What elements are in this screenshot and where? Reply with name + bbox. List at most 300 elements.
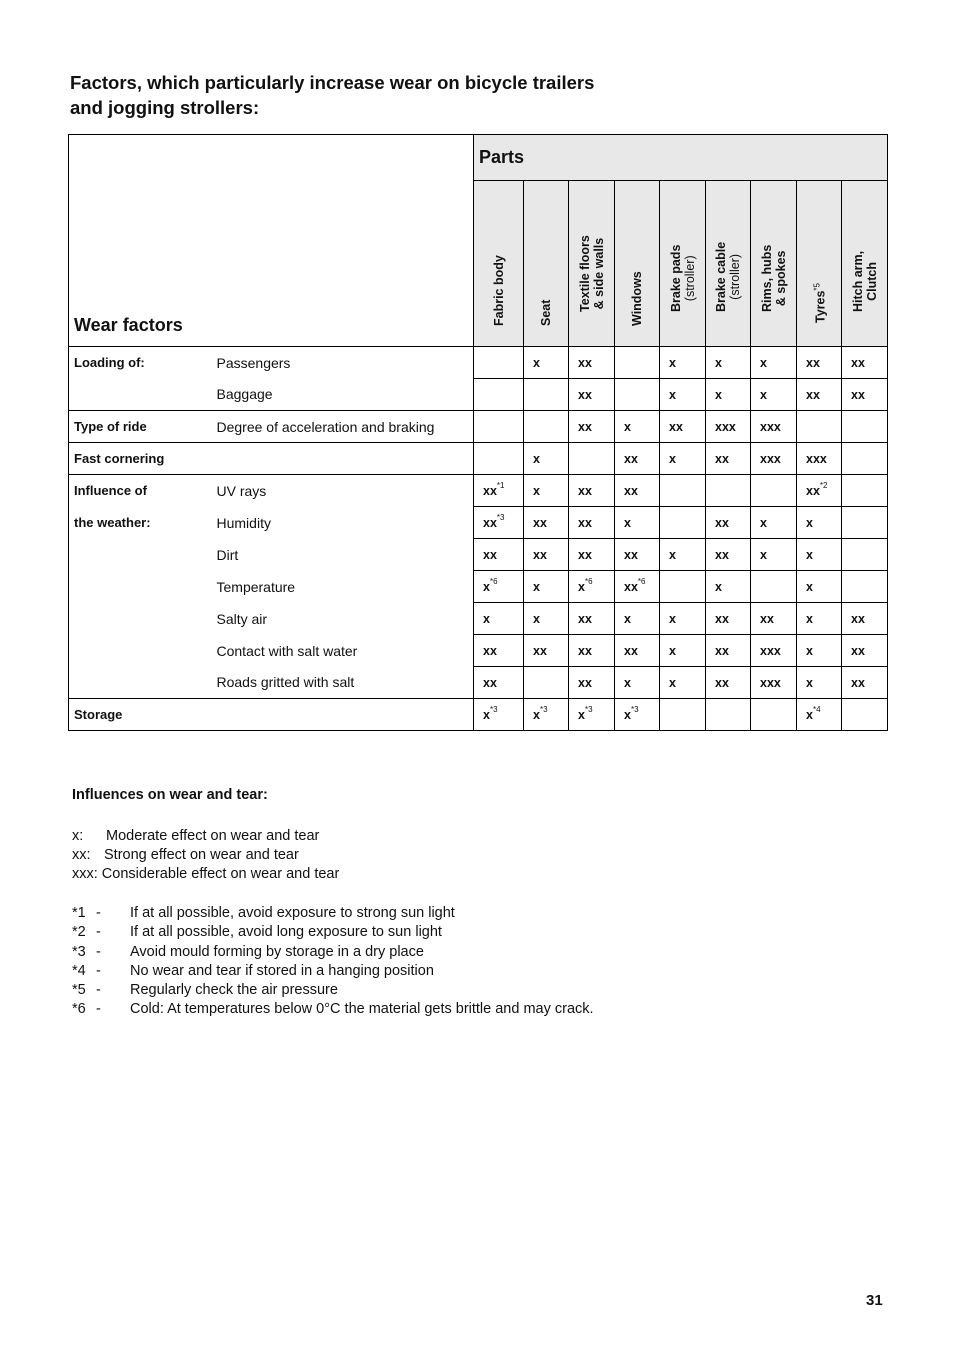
table-cell [569,347,615,379]
table-cell [842,411,888,443]
table-cell [706,603,751,635]
cell-value: xx [715,547,729,562]
cell-value: x [760,515,767,530]
table-cell [842,443,888,475]
cell-value: x [533,451,540,466]
row-category [69,379,217,411]
table-cell [660,699,706,731]
cell-value: xx [578,675,592,690]
wear-factors-header: Wear factors [69,135,474,347]
cell-value: x [483,708,490,723]
table-row [69,411,888,443]
cell-value: xx [578,355,592,370]
cell-value: x [669,451,676,466]
table-cell [524,539,569,571]
cell-value: xx [533,643,547,658]
cell-value: xxx [760,643,781,658]
cell-value: xxx [760,451,781,466]
row-factor: Dirt [217,539,474,571]
cell-value: x [806,643,813,658]
column-header-text: Hitch arm, [850,250,865,312]
cell-value: xx [715,451,729,466]
cell-footnote-ref: *6 [584,576,593,586]
cell-value: x [533,611,540,626]
legend-text: Moderate effect on wear and tear [106,828,320,844]
table-cell [797,635,842,667]
footnotes-list [72,904,594,1020]
footnote [72,904,594,923]
cell-value: xx [578,483,592,498]
column-header-text: Seat [539,299,553,326]
legend-item [72,827,339,846]
cell-value: xxx [715,419,736,434]
table-cell [842,507,888,539]
table-cell [797,699,842,731]
table-row [69,667,888,699]
table-cell [751,635,797,667]
table-cell [615,347,660,379]
table-row [69,603,888,635]
table-cell [474,603,524,635]
cell-value: xxx [760,419,781,434]
cell-footnote-ref: *4 [812,704,821,714]
table-cell [706,347,751,379]
table-cell [797,379,842,411]
footnote-text: Avoid mould forming by storage in a dry place [130,943,424,960]
table-cell [797,667,842,699]
cell-value: xx [578,643,592,658]
cell-value: x [483,580,490,595]
legend-key: xxx: [72,866,98,883]
table-cell [797,571,842,603]
legend-key: x: [72,828,84,844]
table-cell [660,571,706,603]
footnote-text: No wear and tear if stored in a hanging position [130,962,434,979]
table-cell [706,667,751,699]
table-cell [706,411,751,443]
table-cell [569,379,615,411]
table-cell [474,635,524,667]
table-cell [660,603,706,635]
cell-value: x [760,387,767,402]
table-cell [751,571,797,603]
table-cell [706,699,751,731]
column-header-subtext: (stroller) [682,255,697,302]
table-cell [474,571,524,603]
table-cell [660,667,706,699]
column-header-label [714,242,742,312]
cell-value: x [806,708,813,723]
table-cell [569,635,615,667]
cell-value: xx [533,515,547,530]
table-cell [474,379,524,411]
footnote-key: *4 [72,962,86,979]
table-cell [569,571,615,603]
footnote-dash: - [96,905,101,921]
legend-item [72,865,339,884]
table-cell [660,379,706,411]
footnote-key: *3 [72,943,86,960]
table-cell [660,635,706,667]
cell-value: x [669,675,676,690]
table-row [69,443,888,475]
row-factor: Contact with salt water [217,635,474,667]
column-header-text: Rims, hubs [759,244,774,312]
cell-value: x [483,611,490,626]
row-factor: Humidity [217,507,474,539]
cell-value: xx [483,516,497,531]
cell-value: x [715,579,722,594]
column-header-text: Windows [630,271,644,326]
table-cell [842,571,888,603]
row-factor: Passengers [217,347,474,379]
table-cell [524,635,569,667]
cell-value: x [669,643,676,658]
column-header-text-line-2: Clutch [864,261,879,301]
table-cell [706,539,751,571]
legend-title: Influences on wear and tear: [72,787,268,803]
legend-key: xx: [72,847,91,864]
cell-value: xx [533,547,547,562]
table-cell [842,667,888,699]
footnote-text: Regularly check the air pressure [130,982,338,999]
page-title-line-1: Factors, which particularly increase wear on bicycle trailers [70,72,595,93]
table-cell [751,443,797,475]
table-cell [797,507,842,539]
cell-footnote-ref: *1 [496,480,505,490]
table-cell [706,507,751,539]
column-header [474,181,524,347]
wear-factors-table [68,134,888,731]
table-cell [706,635,751,667]
legend-text: Strong effect on wear and tear [104,847,299,864]
row-category [69,603,217,635]
cell-footnote-ref: *3 [489,704,498,714]
table-cell [524,507,569,539]
table-cell [797,347,842,379]
table-cell [569,507,615,539]
cell-value: x [669,611,676,626]
cell-value: xx [483,484,497,499]
table-cell [842,635,888,667]
footnote [72,981,594,1000]
table-cell [524,667,569,699]
column-header [706,181,751,347]
row-category: Type of ride [69,411,217,443]
footnote-text: If at all possible, avoid long exposure to sun light [130,924,442,941]
cell-value: x [760,547,767,562]
cell-value: xx [578,419,592,434]
row-category: Loading of: [69,347,217,379]
table-cell [797,443,842,475]
cell-footnote-ref: *6 [489,576,498,586]
table-row [69,379,888,411]
footnote-dash: - [96,924,101,941]
table-cell [569,667,615,699]
footnote-dash: - [96,982,101,999]
column-header [797,181,842,347]
parts-header: Parts [474,135,888,181]
footnote [72,943,594,962]
column-header-label [578,235,606,312]
table-cell [474,539,524,571]
table-cell [615,379,660,411]
cell-value: xx [851,355,865,370]
table-cell [569,443,615,475]
cell-value: xx [715,643,729,658]
cell-value: xx [624,451,638,466]
row-factor [217,699,474,731]
table-cell [751,603,797,635]
table-row [69,347,888,379]
table-cell [615,539,660,571]
row-factor: Degree of acceleration and braking [217,411,474,443]
row-category [69,635,217,667]
row-factor [217,443,474,475]
table-cell [797,411,842,443]
column-header-text-line-2: & side walls [591,237,606,310]
table-cell [706,379,751,411]
table-cell [751,539,797,571]
table-cell [524,571,569,603]
row-factor: UV rays [217,475,474,507]
table-cell [524,699,569,731]
row-factor: Roads gritted with salt [217,667,474,699]
cell-value: xx [578,515,592,530]
table-cell [751,347,797,379]
column-header-label [492,255,506,326]
cell-value: x [533,355,540,370]
table-cell [569,539,615,571]
row-category: Fast cornering [69,443,217,475]
table-row [69,699,888,731]
cell-value: x [578,708,585,723]
cell-value: xxx [806,451,827,466]
row-factor: Salty air [217,603,474,635]
table-cell [615,699,660,731]
table-cell [842,699,888,731]
cell-footnote-ref: *3 [496,512,505,522]
table-cell [751,411,797,443]
table-cell [615,507,660,539]
legend-item [72,846,339,865]
table-cell [660,539,706,571]
column-header-label [760,245,788,312]
row-category: Influence of [69,475,217,507]
cell-value: x [806,611,813,626]
table-cell [615,443,660,475]
table-cell [524,475,569,507]
cell-value: xx [624,547,638,562]
table-cell [524,603,569,635]
cell-value: xx [715,611,729,626]
table-row [69,507,888,539]
footnote-key: *2 [72,924,86,941]
cell-value: xx [806,355,820,370]
cell-value: x [806,547,813,562]
table-cell [706,571,751,603]
column-header-label [669,245,697,312]
cell-value: x [715,355,722,370]
cell-footnote-ref: *6 [637,576,646,586]
cell-footnote-ref: *3 [584,704,593,714]
table-cell [842,603,888,635]
column-header-text: Tyres [813,290,828,323]
column-header-label [539,300,553,326]
table-cell [615,603,660,635]
table-cell [842,539,888,571]
cell-footnote-ref: *2 [819,480,828,490]
cell-value: xx [483,643,497,658]
cell-value: x [806,515,813,530]
row-factor: Baggage [217,379,474,411]
page-number: 31 [866,1292,883,1309]
column-header-label [810,283,827,323]
column-header-text: Textile floors [577,235,592,312]
cell-value: xx [624,483,638,498]
table-cell [842,347,888,379]
cell-value: x [669,355,676,370]
cell-value: xx [578,547,592,562]
cell-footnote-ref: *3 [539,704,548,714]
column-header [524,181,569,347]
page-title-line-2: and jogging strollers: [70,97,260,118]
row-category [69,667,217,699]
cell-value: x [624,515,631,530]
column-header [842,181,888,347]
cell-footnote-ref: *3 [630,704,639,714]
table-cell [474,507,524,539]
table-cell [474,347,524,379]
row-category: the weather: [69,507,217,539]
cell-value: x [578,580,585,595]
cell-value: x [669,387,676,402]
cell-value: xx [851,675,865,690]
table-cell [569,411,615,443]
table-row [69,475,888,507]
table-cell [474,667,524,699]
table-cell [615,635,660,667]
table-cell [706,475,751,507]
cell-value: xx [624,643,638,658]
table-row [69,635,888,667]
footnote [72,923,594,942]
column-header [569,181,615,347]
cell-value: xx [715,515,729,530]
cell-value: x [533,483,540,498]
table-cell [569,603,615,635]
cell-value: xx [851,611,865,626]
column-header-footnote-ref: *5 [812,282,822,291]
row-category [69,571,217,603]
legend-list [72,827,339,885]
table-cell [569,475,615,507]
cell-value: x [624,611,631,626]
cell-value: xx [669,419,683,434]
footnote-text: Cold: At temperatures below 0°C the material gets brittle and may crack. [130,1001,594,1018]
row-category [69,539,217,571]
footnote [72,962,594,981]
table-cell [474,475,524,507]
cell-value: xx [806,387,820,402]
column-header-text: Fabric body [491,255,506,326]
column-header-text-line-2: & spokes [773,250,788,307]
cell-value: xx [578,387,592,402]
column-header-text: Brake cable [714,241,728,312]
table-row [69,539,888,571]
table-cell [706,443,751,475]
cell-value: xx [806,484,820,499]
cell-value: x [533,579,540,594]
row-category: Storage [69,699,217,731]
cell-value: x [760,355,767,370]
cell-value: xx [715,675,729,690]
table-cell [751,475,797,507]
footnote-key: *5 [72,982,86,999]
table-cell [797,603,842,635]
cell-value: xx [760,611,774,626]
footnote-dash: - [96,1001,101,1018]
table-cell [751,507,797,539]
footnote-key: *1 [72,905,86,921]
table-cell [797,475,842,507]
legend-text: Considerable effect on wear and tear [101,866,340,883]
table-cell [524,411,569,443]
table-cell [842,475,888,507]
table-cell [660,507,706,539]
table-body [69,347,888,731]
footnote-dash: - [96,943,101,960]
table-cell [524,347,569,379]
table-cell [615,411,660,443]
column-header [660,181,706,347]
footnote [72,1000,594,1019]
table-cell [474,699,524,731]
table-cell [660,475,706,507]
table-cell [615,667,660,699]
table-row [69,571,888,603]
page-title [70,70,870,120]
column-header [751,181,797,347]
footnote-key: *6 [72,1001,86,1018]
cell-value: x [715,387,722,402]
table-cell [524,443,569,475]
cell-value: xx [851,387,865,402]
row-factor: Temperature [217,571,474,603]
cell-value: x [533,708,540,723]
cell-value: x [624,675,631,690]
column-header-text: Brake pads [668,244,683,312]
cell-value: x [624,708,631,723]
footnote-text: If at all possible, avoid exposure to strong sun light [130,905,455,921]
table-cell [474,443,524,475]
cell-value: x [669,547,676,562]
table-cell [660,411,706,443]
table-cell [751,667,797,699]
cell-value: xx [578,611,592,626]
column-header [615,181,660,347]
table-cell [569,699,615,731]
cell-value: xxx [760,675,781,690]
cell-value: xx [851,643,865,658]
table-cell [797,539,842,571]
table-cell [660,347,706,379]
table-cell [751,699,797,731]
cell-value: x [806,675,813,690]
column-header-label [851,251,879,312]
table-cell [474,411,524,443]
table-cell [615,475,660,507]
